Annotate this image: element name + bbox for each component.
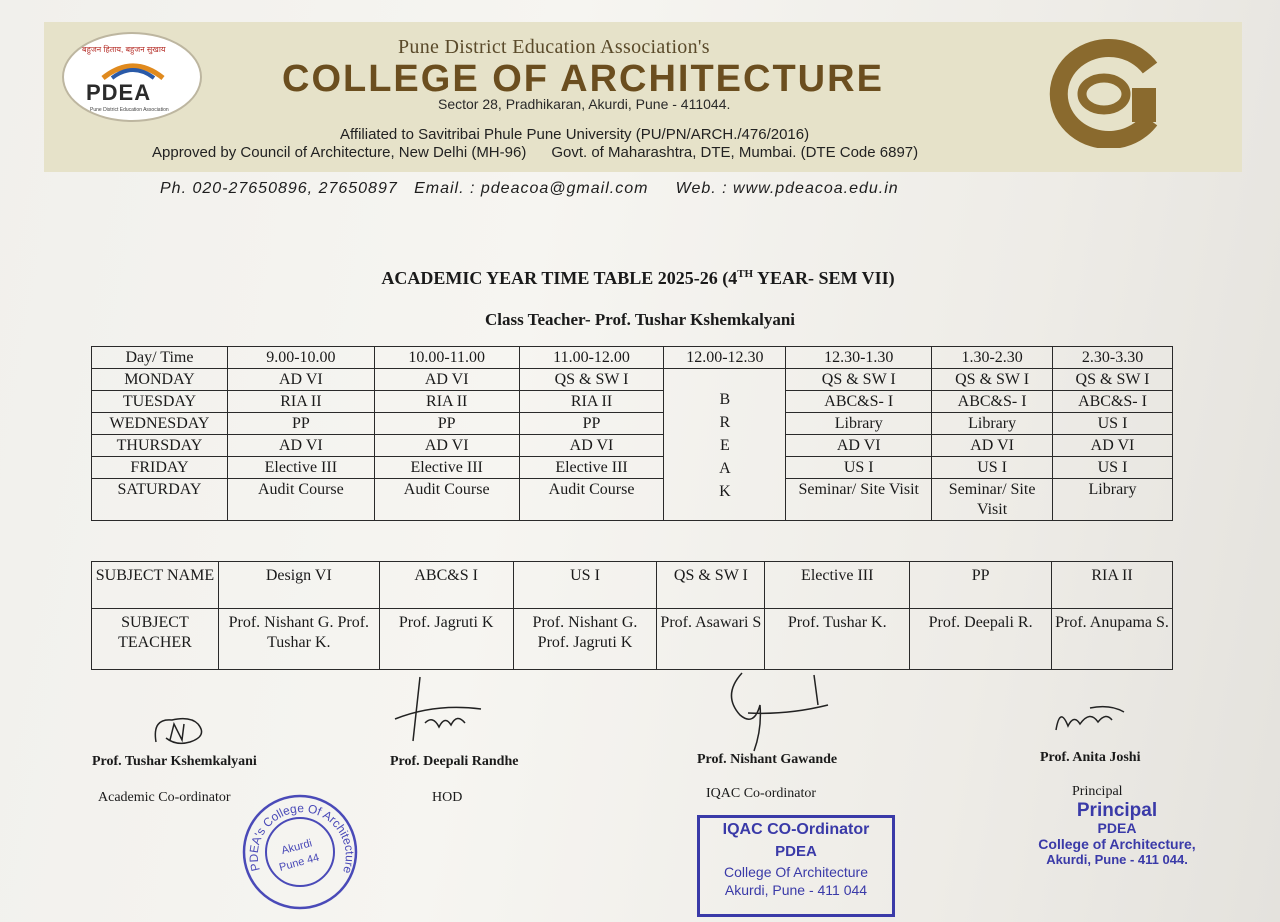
day-cell: WEDNESDAY [92, 413, 228, 435]
slot-cell: US I [786, 457, 932, 479]
subject-teacher-cell: Prof. Tushar K. [765, 609, 910, 670]
subject-teacher-cell: Prof. Asawari S [657, 609, 765, 670]
subject-name-cell: QS & SW I [657, 562, 765, 609]
signatory-role: Principal [1072, 784, 1123, 799]
slot-cell: AD VI [786, 435, 932, 457]
subject-teacher-cell: Prof. Nishant G. Prof. Jagruti K [513, 609, 657, 670]
slot-cell: PP [374, 413, 519, 435]
slot-cell: US I [1053, 413, 1173, 435]
signature-mark-icon [1050, 700, 1130, 740]
slot-cell: RIA II [374, 391, 519, 413]
slot-cell: QS & SW I [519, 369, 664, 391]
subject-teacher-table [91, 561, 1173, 670]
header-cell: 10.00-11.00 [374, 347, 519, 369]
timetable-title: ACADEMIC YEAR TIME TABLE 2025-26 (4TH YEAR- SEM VII) [381, 268, 895, 288]
signatory-name: Prof. Deepali Randhe [390, 754, 519, 769]
college-address: Sector 28, Pradhikaran, Akurdi, Pune - 411044. [438, 96, 731, 112]
day-cell: THURSDAY [92, 435, 228, 457]
subject-name-cell: PP [910, 562, 1052, 609]
table-row [92, 479, 1173, 521]
slot-cell: AD VI [374, 435, 519, 457]
slot-cell: QS & SW I [1053, 369, 1173, 391]
slot-cell: AD VI [227, 369, 374, 391]
slot-cell: ABC&S- I [932, 391, 1053, 413]
subject-name-cell: Design VI [218, 562, 379, 609]
header-cell: 9.00-10.00 [227, 347, 374, 369]
subject-teacher-row [92, 609, 1173, 670]
break-cell: B R E A K [664, 369, 786, 521]
subject-name-cell: RIA II [1052, 562, 1173, 609]
signatory-role: Academic Co-ordinator [98, 790, 231, 805]
college-round-stamp [238, 790, 366, 914]
slot-cell: PP [227, 413, 374, 435]
slot-cell: Elective III [519, 457, 664, 479]
table-row [92, 435, 1173, 457]
pdea-logo [62, 32, 202, 122]
signatory-role: HOD [432, 790, 463, 805]
coa-logo-icon [1040, 38, 1170, 148]
timetable-header-row [92, 347, 1173, 369]
signatory-role: IQAC Co-ordinator [706, 786, 817, 801]
slot-cell: Elective III [227, 457, 374, 479]
signatory-name: Prof. Anita Joshi [1040, 750, 1141, 765]
svg-text:Pune 44: Pune 44 [277, 851, 321, 874]
subject-name-cell: ABC&S I [379, 562, 513, 609]
subject-name-cell: Elective III [765, 562, 910, 609]
table-row [92, 457, 1173, 479]
subject-teacher-cell: Prof. Deepali R. [910, 609, 1052, 670]
timetable-table [91, 346, 1173, 521]
table-row [92, 391, 1173, 413]
table-row [92, 369, 1173, 391]
slot-cell: US I [1053, 457, 1173, 479]
svg-text:Akurdi: Akurdi [280, 837, 314, 858]
class-teacher-line: Class Teacher- Prof. Tushar Kshemkalyani [485, 310, 795, 329]
slot-cell: AD VI [374, 369, 519, 391]
logo-tagline: बहुजन हिताय, बहुजन सुखाय [82, 45, 166, 54]
slot-cell: QS & SW I [932, 369, 1053, 391]
signature-mark-icon [385, 675, 495, 745]
slot-cell: Library [1053, 479, 1173, 521]
signature-mark-icon [718, 665, 838, 755]
slot-cell: Seminar/ Site Visit [932, 479, 1053, 521]
iqac-stamp: IQAC CO-Ordinator PDEA College Of Architecture Akurdi, Pune - 411 044 [697, 815, 895, 917]
day-cell: SATURDAY [92, 479, 228, 521]
college-name: COLLEGE OF ARCHITECTURE [282, 58, 884, 100]
association-name: Pune District Education Association's [398, 36, 710, 58]
header-cell: 2.30-3.30 [1053, 347, 1173, 369]
slot-cell: Audit Course [519, 479, 664, 521]
subject-teacher-cell: Prof. Jagruti K [379, 609, 513, 670]
slot-cell: Audit Course [374, 479, 519, 521]
slot-cell: ABC&S- I [786, 391, 932, 413]
slot-cell: Elective III [374, 457, 519, 479]
slot-cell: QS & SW I [786, 369, 932, 391]
signatory-name: Prof. Nishant Gawande [697, 752, 838, 767]
subject-teacher-cell: Prof. Anupama S. [1052, 609, 1173, 670]
subject-name-row [92, 562, 1173, 609]
logo-wordmark: PDEA [86, 80, 152, 105]
slot-cell: PP [519, 413, 664, 435]
day-cell: MONDAY [92, 369, 228, 391]
header-cell: 12.30-1.30 [786, 347, 932, 369]
subject-teacher-cell: Prof. Nishant G. Prof. Tushar K. [218, 609, 379, 670]
contact-line: Ph. 020-27650896, 27650897 Email. : pdeacoa@gmail.com Web. : www.pdeacoa.edu.in [160, 180, 899, 197]
principal-stamp: Principal PDEA College of Architecture, Akurdi, Pune - 411 044. [1038, 800, 1196, 867]
svg-text:PDEA's College Of Architecture: PDEA's College Of Architecture [246, 801, 357, 876]
slot-cell: Library [786, 413, 932, 435]
slot-cell: US I [932, 457, 1053, 479]
slot-cell: RIA II [227, 391, 374, 413]
approval-line: Approved by Council of Architecture, New Delhi (MH-96) Govt. of Maharashtra, DTE, Mumbai. (DTE Code 6897) [152, 144, 919, 161]
slot-cell: AD VI [1053, 435, 1173, 457]
slot-cell: AD VI [227, 435, 374, 457]
signature-mark-icon [150, 712, 210, 752]
slot-cell: Library [932, 413, 1053, 435]
signatory-name: Prof. Tushar Kshemkalyani [92, 754, 257, 769]
header-cell: 12.00-12.30 [664, 347, 786, 369]
affiliation-line: Affiliated to Savitribai Phule Pune University (PU/PN/ARCH./476/2016) [340, 126, 810, 143]
logo-subtext: Pune District Education Association [90, 107, 169, 113]
row-label: SUBJECT TEACHER [92, 609, 219, 670]
slot-cell: AD VI [519, 435, 664, 457]
day-cell: TUESDAY [92, 391, 228, 413]
sun-emblem-icon [98, 52, 168, 82]
slot-cell: Audit Course [227, 479, 374, 521]
header-cell: 11.00-12.00 [519, 347, 664, 369]
slot-cell: AD VI [932, 435, 1053, 457]
row-label: SUBJECT NAME [92, 562, 219, 609]
day-cell: FRIDAY [92, 457, 228, 479]
slot-cell: RIA II [519, 391, 664, 413]
subject-name-cell: US I [513, 562, 657, 609]
slot-cell: ABC&S- I [1053, 391, 1173, 413]
header-cell: Day/ Time [92, 347, 228, 369]
header-cell: 1.30-2.30 [932, 347, 1053, 369]
table-row [92, 413, 1173, 435]
slot-cell: Seminar/ Site Visit [786, 479, 932, 521]
